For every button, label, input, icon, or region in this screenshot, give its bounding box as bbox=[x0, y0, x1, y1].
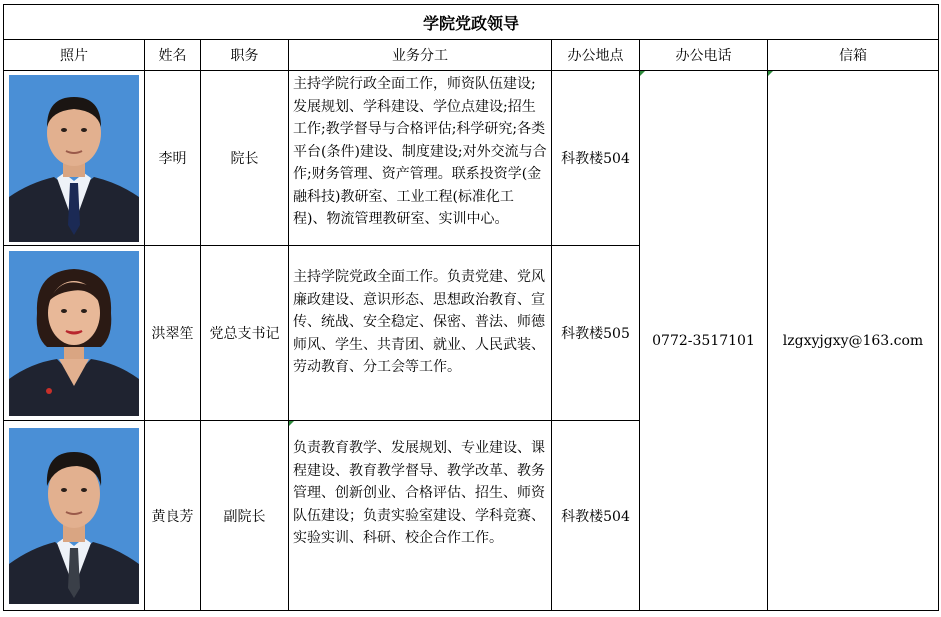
leadership-sheet bbox=[3, 4, 938, 611]
leader-duties bbox=[289, 421, 552, 611]
leader-name: 洪翠笙 bbox=[145, 246, 201, 421]
header-row bbox=[4, 40, 939, 71]
leader-duties-text: 负责教育教学、发展规划、专业建设、课程建设、教育教学督导、教学改革、教务管理、创新创业、合格评估、招生、师资队伍建设；负责实验室建设、学科竞赛、实验实训、科研、校企合作工作。 bbox=[293, 440, 545, 546]
office-phone bbox=[640, 71, 768, 611]
office-email-value: lzgxyjgxy@163.com bbox=[782, 332, 924, 349]
portrait-male-photo bbox=[9, 75, 139, 242]
header-office: 办公地点 bbox=[552, 40, 640, 71]
leader-duties: 主持学院党政全面工作。负责党建、党风廉政建设、意识形态、思想政治教育、宣传、统战、安全稳定、保密、普法、师德师风、学生、共青团、就业、人民武装、劳动教育、分工会等工作。 bbox=[289, 246, 552, 421]
office-email bbox=[768, 71, 939, 611]
table-row bbox=[4, 71, 939, 246]
portrait-female-photo bbox=[9, 251, 139, 416]
header-photo: 照片 bbox=[4, 40, 145, 71]
comment-marker-icon bbox=[768, 71, 773, 76]
leader-position: 院长 bbox=[201, 71, 289, 246]
leader-name: 黄良芳 bbox=[145, 421, 201, 611]
office-phone-value: 0772-3517101 bbox=[652, 332, 755, 349]
header-name: 姓名 bbox=[145, 40, 201, 71]
leader-name: 李明 bbox=[145, 71, 201, 246]
header-duties: 业务分工 bbox=[289, 40, 552, 71]
comment-marker-icon bbox=[289, 421, 294, 426]
leadership-table bbox=[3, 4, 939, 611]
comment-marker-icon bbox=[640, 71, 645, 76]
sheet-title: 学院党政领导 bbox=[4, 5, 939, 40]
header-phone: 办公电话 bbox=[640, 40, 768, 71]
photo-cell bbox=[4, 421, 145, 611]
leader-office: 科教楼504 bbox=[552, 421, 640, 611]
leader-position: 副院长 bbox=[201, 421, 289, 611]
portrait-male-photo bbox=[9, 428, 139, 604]
header-position: 职务 bbox=[201, 40, 289, 71]
leader-office: 科教楼504 bbox=[552, 71, 640, 246]
photo-cell bbox=[4, 246, 145, 421]
photo-cell bbox=[4, 71, 145, 246]
leader-position: 党总支书记 bbox=[201, 246, 289, 421]
leader-office: 科教楼505 bbox=[552, 246, 640, 421]
leader-duties: 主持学院行政全面工作，师资队伍建设;发展规划、学科建设、学位点建设;招生工作;教学督导与合格评估;科学研究;各类平台(条件)建设、制度建设;对外交流与合作;财务管理、资产管理。联系投资学(金融科技)教研室、工业工程(标准化工程)、物流管理教研室、实训中心。 bbox=[289, 71, 552, 246]
header-email: 信箱 bbox=[768, 40, 939, 71]
